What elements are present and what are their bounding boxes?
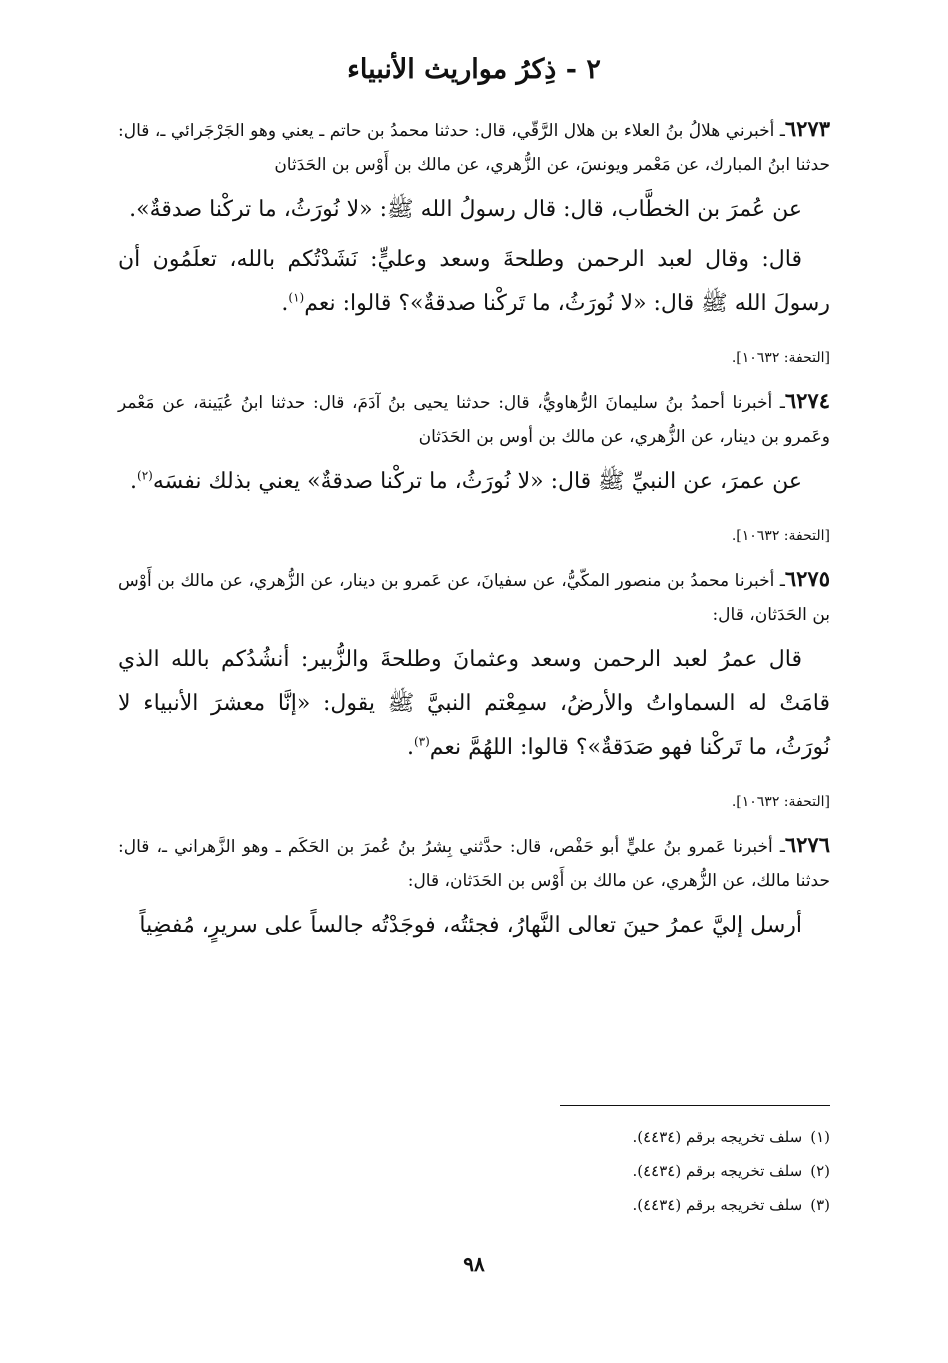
hadith-isnad [118,112,830,182]
hadith-number: ٦٢٧٦ [784,832,830,857]
hadith-number: ٦٢٧٣ [784,116,830,141]
matn-text: أرسل إليَّ عمرُ حينَ تعالى النَّهارُ، فجئتُه، فوجَدْتُه جالساً على سريرٍ، مُفضِياً [139,913,802,938]
footnotes [430,1120,830,1222]
footnote-number: (٣) [810,1196,830,1214]
matn-text: عن عمرَ، عن النبيِّ ﷺ قال: «لا نُورَثُ، ما تركْنا صدقةٌ» يعني بذلك نفسَه [152,469,802,494]
matn-end: . [406,735,414,760]
hadith-matn [118,638,830,770]
isnad-text: ـ أخبرنا محمدُ بن منصور المكّيُّ، عن سفيانَ، عن عَمرو بن دينار، عن الزُّهري، عن مالك بن أَوْس بن الحَدَثان، قال: [118,571,830,625]
hadith-matn [118,188,830,232]
tuhfa-reference: [التحفة: ١٠٦٣٢]. [731,528,830,544]
footnote-ref: (١) [288,290,305,305]
footnote-text: سلف تخريجه برقم (٤٤٣٤). [632,1162,803,1180]
page-number: ٩٨ [463,1252,485,1276]
footnote-number: (١) [810,1128,830,1146]
footnote-ref: (٣) [413,734,430,749]
matn-end: . [281,291,289,316]
hadith-isnad [118,828,830,898]
isnad-text: ـ أخبرني هلالُ بنُ العلاء بن هلال الرَّقّي، قال: حدثنا محمدُ بن حاتم ـ يعني وهو الجَرْجَرائي ـ، قال: حدثنا ابنُ المبارك، عن مَعْمر ويونسَ، عن الزُّهري، عن مالك بن أَوْس بن الحَدَثان [118,121,830,175]
hadith-6274 [118,384,830,548]
footnote-item [430,1154,830,1188]
matn-text: قال عمرُ لعبد الرحمن وسعد وعثمانَ وطلحةَ والزُّبير: أنشُدُكم بالله الذي قامَتْ له السماواتُ والأرضُ، سمِعْتم النبيَّ ﷺ يقول: «إنَّا معشرَ الأنبياء لا نُورَثُ، ما تَركْنا فهو صَدَقةٌ»؟ قالوا: اللهُمَّ نعم [118,647,830,760]
hadith-matn [118,238,830,326]
hadith-matn [118,904,830,948]
isnad-text: ـ أخبرنا أحمدُ بنُ سليمانَ الرُّهاويُّ، قال: حدثنا يحيى بنُ آدَمَ، قال: حدثنا ابنُ عُيَينة، عن مَعْمر وعَمرو بن دينار، عن الزُّهري، عن مالك بن أوس بن الحَدَثان [118,393,830,447]
hadith-isnad [118,384,830,454]
footnote-text: سلف تخريجه برقم (٤٤٣٤). [632,1128,803,1146]
hadith-isnad [118,562,830,632]
hadith-number: ٦٢٧٤ [784,388,830,413]
hadith-number: ٦٢٧٥ [784,566,830,591]
hadith-6276 [118,828,830,948]
page-body [118,50,830,948]
isnad-text: ـ أخبرنا عَمرو بنُ عليٍّ أبو حَفْص، قال: حدَّثني بِشرُ بنُ عُمرَ بن الحَكَم ـ وهو الزَّهراني ـ، قال: حدثنا مالك، عن الزُّهري، عن مالك بن أَوْس بن الحَدَثان، قال: [118,837,830,891]
matn-text: قال: وقال لعبد الرحمن وطلحةَ وسعد وعليٍّ: نَشَدْتُكم بالله، تعلَمُون أن رسولَ الله ﷺ قال: «لا نُورَثُ، ما تَركْنا صدقةٌ»؟ قالوا: نعم [118,247,830,316]
matn-text: عن عُمرَ بن الخطَّاب، قال: قال رسولُ الله ﷺ: «لا نُورَثُ، ما تركْنا صدقةٌ». [129,197,802,222]
footnote-text: سلف تخريجه برقم (٤٤٣٤). [632,1196,803,1214]
footnote-divider [560,1105,830,1106]
tuhfa-reference: [التحفة: ١٠٦٣٢]. [731,350,830,366]
footnote-item [430,1188,830,1222]
hadith-matn [118,460,830,504]
tuhfa-reference: [التحفة: ١٠٦٣٢]. [731,794,830,810]
footnote-ref: (٢) [137,468,153,483]
chapter-title: ٢ - ذِكرُ مواريث الأنبياء [347,54,601,85]
hadith-6273 [118,112,830,370]
hadith-6275 [118,562,830,814]
footnote-item [430,1120,830,1154]
footnote-number: (٢) [810,1162,830,1180]
matn-end: . [130,469,137,494]
